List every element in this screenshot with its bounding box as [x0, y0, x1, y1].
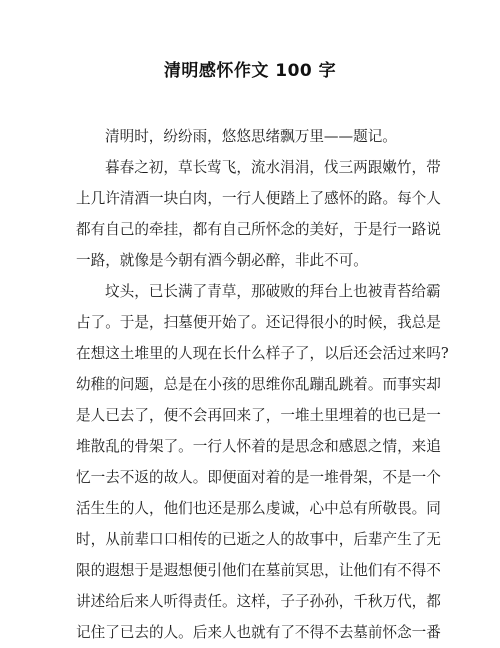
paragraph-line: 一路，就像是今朝有酒今朝必醉，非此不可。 [76, 252, 368, 269]
paragraph-line: 占了。于是，扫墓便开始了。还记得很小的时候，我总是 [76, 314, 441, 331]
paragraph-line: 堆散乱的骨架了。一行人怀着的是思念和感恩之情，来追 [76, 438, 441, 455]
paragraph-line: 讲述给后来人听得责任。这样，子子孙孙，千秋万代，都 [76, 593, 441, 610]
paragraph-line: 记住了已去的人。后来人也就有了不得不去墓前怀念一番 [76, 624, 441, 641]
paragraph-line: 时，从前辈口口相传的已逝之人的故事中，后辈产生了无 [76, 531, 441, 548]
paragraph-line: 坟头，已长满了青草，那破败的拜台上也被青苔给霸 [105, 283, 441, 300]
paragraph-line: 在想这土堆里的人现在长什么样子了，以后还会活过来吗? [76, 345, 449, 362]
paragraph-line: 幼稚的问题，总是在小孩的思维你乱蹦乱跳着。而事实却 [76, 376, 441, 393]
paragraph-line: 暮春之初，草长莺飞，流水涓涓，伐三两跟嫩竹，带 [105, 159, 441, 176]
paragraph-line: 都有自己的牵挂，都有自己所怀念的美好，于是行一路说 [76, 221, 441, 238]
document-body [76, 121, 449, 648]
paragraph-line: 是人已去了，便不会再回来了，一堆土里埋着的也已是一 [76, 407, 441, 424]
paragraph-line: 忆一去不返的故人。即便面对着的是一堆骨架，不是一个 [76, 469, 441, 486]
document-title: 清明感怀作文 100 字 [163, 61, 337, 81]
paragraph-line: 活生生的人，他们也还是那么虔诚，心中总有所敬畏。同 [76, 500, 441, 517]
paragraph-line: 清明时，纷纷雨，悠悠思绪飘万里——题记。 [105, 128, 397, 145]
paragraph-line: 上几许清酒一块白肉，一行人便踏上了感怀的路。每个人 [76, 190, 441, 207]
paragraph-line: 限的遐想于是遐想便引他们在墓前冥思，让他们有不得不 [76, 562, 441, 579]
